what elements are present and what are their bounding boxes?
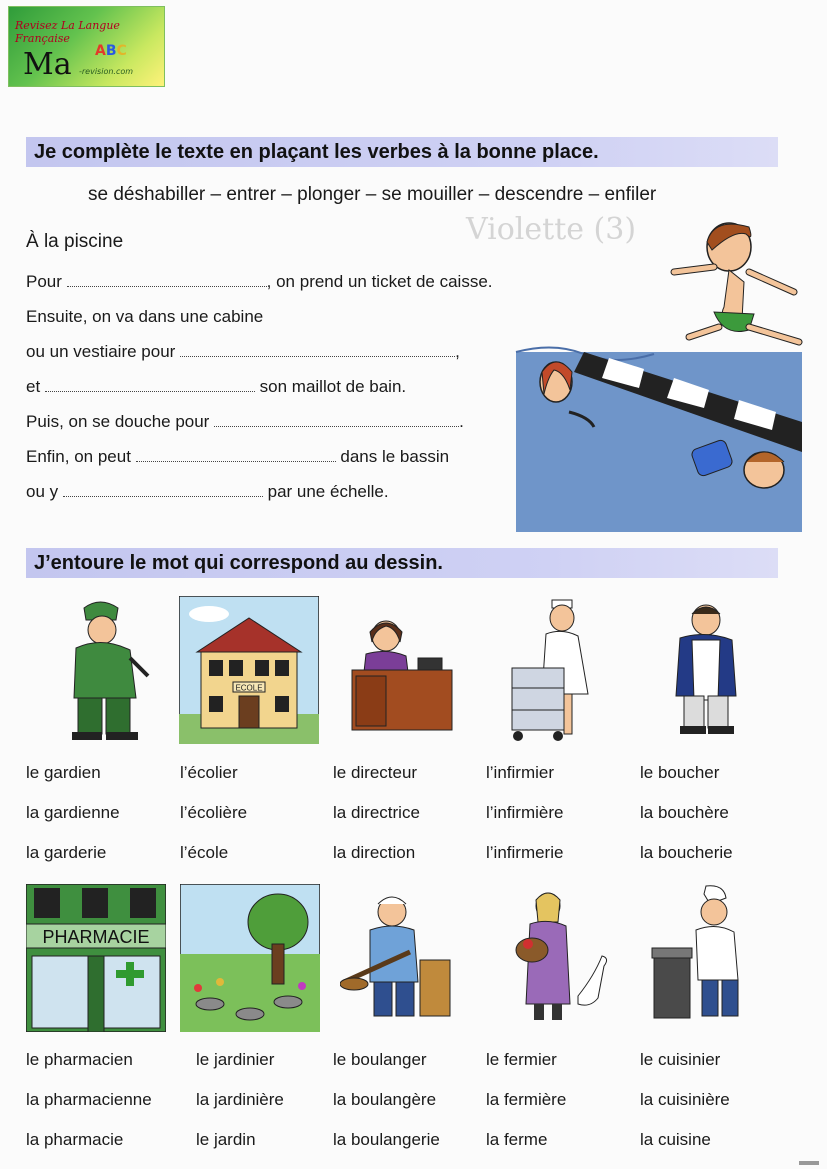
word-garderie[interactable]: la garderie (26, 843, 107, 862)
school-sign: ECOLE (235, 683, 263, 693)
blank-1[interactable] (67, 274, 267, 287)
word-ferme[interactable]: la ferme (486, 1130, 548, 1149)
fill-line-1: Pour , on prend un ticket de caisse. (26, 272, 493, 291)
desk-icon (346, 610, 456, 734)
pool-illustration (514, 212, 804, 534)
word-cuisine[interactable]: la cuisine (640, 1130, 711, 1149)
word-boulangere[interactable]: la boulangère (333, 1090, 437, 1109)
baker-icon (340, 890, 456, 1024)
word-pharmacien[interactable]: le pharmacien (26, 1050, 133, 1069)
fill-line-2: Ensuite, on va dans une cabine (26, 307, 264, 326)
farmer-icon (498, 886, 610, 1026)
word-boulangerie[interactable]: la boulangerie (333, 1130, 440, 1149)
fill-line-6: Enfin, on peut dans le bassin (26, 447, 450, 466)
blank-6[interactable] (63, 484, 263, 497)
fill-line-5: Puis, on se douche pour . (26, 412, 464, 431)
butcher-icon (668, 600, 744, 740)
word-bouchere[interactable]: la bouchère (640, 803, 729, 822)
guard-icon (58, 598, 154, 744)
blank-3[interactable] (45, 379, 255, 392)
school-icon (179, 596, 319, 744)
word-fermier[interactable]: le fermier (486, 1050, 557, 1069)
word-directrice[interactable]: la directrice (333, 803, 420, 822)
word-boucher[interactable]: le boucher (640, 763, 720, 782)
word-cuisiniere[interactable]: la cuisinière (640, 1090, 730, 1109)
exercise1-instruction: Je complète le texte en plaçant les verbes à la bonne place. (26, 137, 778, 167)
exercise2-instruction: J’entoure le mot qui correspond au dessin. (26, 548, 778, 578)
logo-wordmark: Ma (23, 47, 72, 82)
nurse-icon (508, 598, 600, 744)
word-pharmacie[interactable]: la pharmacie (26, 1130, 124, 1149)
fill-line-7: ou y par une échelle. (26, 482, 389, 501)
fill-line-3: ou un vestiaire pour , (26, 342, 460, 361)
cook-icon (650, 884, 760, 1026)
page-mark (799, 1161, 819, 1165)
word-infirmerie[interactable]: l’infirmerie (486, 843, 564, 862)
logo-tagline: Revisez La Langue Française (15, 19, 120, 45)
logo-abc-letters: ABC (95, 43, 127, 59)
jumping-boy-icon (674, 223, 799, 342)
site-logo[interactable] (8, 6, 165, 87)
word-ecole[interactable]: l’école (180, 843, 229, 862)
word-boucherie[interactable]: la boucherie (640, 843, 733, 862)
background-heading: Violette (3) (466, 212, 637, 247)
blank-2[interactable] (180, 344, 455, 357)
word-jardin[interactable]: le jardin (196, 1130, 256, 1149)
word-direction[interactable]: la direction (333, 843, 416, 862)
word-gardien[interactable]: le gardien (26, 763, 101, 782)
verb-list: se déshabiller – entrer – plonger – se mouiller – descendre – enfiler (88, 184, 657, 205)
word-jardiniere[interactable]: la jardinière (196, 1090, 284, 1109)
word-boulanger[interactable]: le boulanger (333, 1050, 427, 1069)
word-infirmier[interactable]: l’infirmier (486, 763, 554, 782)
word-ecolier[interactable]: l’écolier (180, 763, 238, 782)
text-title: À la piscine (26, 231, 124, 252)
fill-line-4: et son maillot de bain. (26, 377, 407, 396)
pharmacy-sign: PHARMACIE (42, 927, 150, 947)
logo-site: -revision.com (79, 67, 134, 76)
word-ecoliere[interactable]: l’écolière (180, 803, 248, 822)
word-infirmiere[interactable]: l’infirmière (486, 803, 564, 822)
word-pharmacienne[interactable]: la pharmacienne (26, 1090, 152, 1109)
blank-4[interactable] (214, 414, 459, 427)
word-cuisinier[interactable]: le cuisinier (640, 1050, 721, 1069)
garden-icon (180, 884, 320, 1032)
word-fermiere[interactable]: la fermière (486, 1090, 567, 1109)
word-gardienne[interactable]: la gardienne (26, 803, 120, 822)
word-directeur[interactable]: le directeur (333, 763, 418, 782)
word-jardinier[interactable]: le jardinier (196, 1050, 275, 1069)
pharmacy-icon (26, 884, 166, 1032)
blank-5[interactable] (136, 449, 336, 462)
